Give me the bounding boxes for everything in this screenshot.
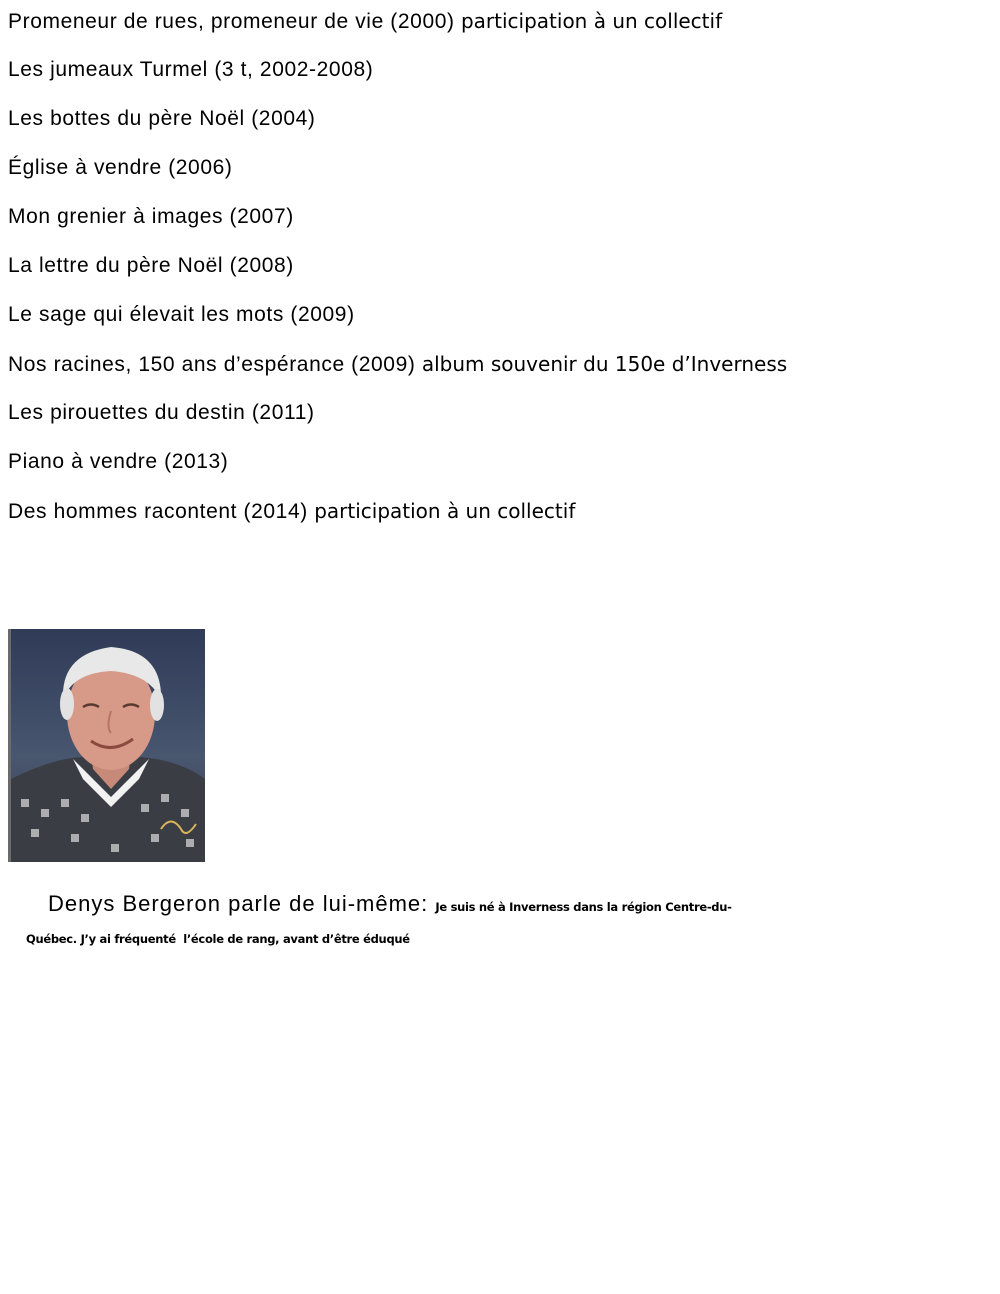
book-item — [8, 204, 988, 230]
author-portrait-image — [11, 629, 205, 862]
book-title: Les pirouettes du destin (2011) — [8, 401, 315, 424]
book-item — [8, 57, 988, 83]
book-note: album souvenir du 150e d’Inverness — [415, 352, 788, 376]
book-item — [8, 253, 988, 279]
author-intro — [48, 891, 768, 917]
author-photo — [8, 629, 205, 862]
book-title: La lettre du père Noël (2008) — [8, 254, 294, 277]
book-title: Nos racines, 150 ans d’espérance (2009) — [8, 353, 416, 376]
book-title: Les bottes du père Noël (2004) — [8, 107, 316, 130]
book-title: Mon grenier à images (2007) — [8, 205, 294, 228]
book-title: Le sage qui élevait les mots (2009) — [8, 303, 355, 326]
book-title: Église à vendre (2006) — [8, 156, 233, 179]
author-intro-text: Je suis né à Inverness dans la région Centre-du- — [435, 900, 732, 914]
book-item — [8, 106, 988, 132]
book-title: Piano à vendre (2013) — [8, 450, 229, 473]
book-item — [8, 400, 988, 426]
book-note: participation à un collectif — [307, 499, 576, 523]
book-item — [8, 351, 988, 377]
book-item — [8, 498, 988, 524]
book-note: participation à un collectif — [454, 9, 723, 33]
book-item — [8, 449, 988, 475]
book-item — [8, 155, 988, 181]
author-intro-lead: Denys Bergeron parle de lui-même: — [48, 891, 436, 916]
book-list — [8, 8, 988, 547]
book-title: Des hommes racontent (2014) — [8, 500, 308, 523]
author-intro-continued: Québec. J’y ai fréquenté l’école de rang, avant d’être éduqué — [26, 932, 410, 946]
book-item — [8, 8, 988, 34]
book-title: Les jumeaux Turmel (3 t, 2002-2008) — [8, 58, 374, 81]
book-title: Promeneur de rues, promeneur de vie (2000) — [8, 10, 455, 33]
book-item — [8, 302, 988, 328]
